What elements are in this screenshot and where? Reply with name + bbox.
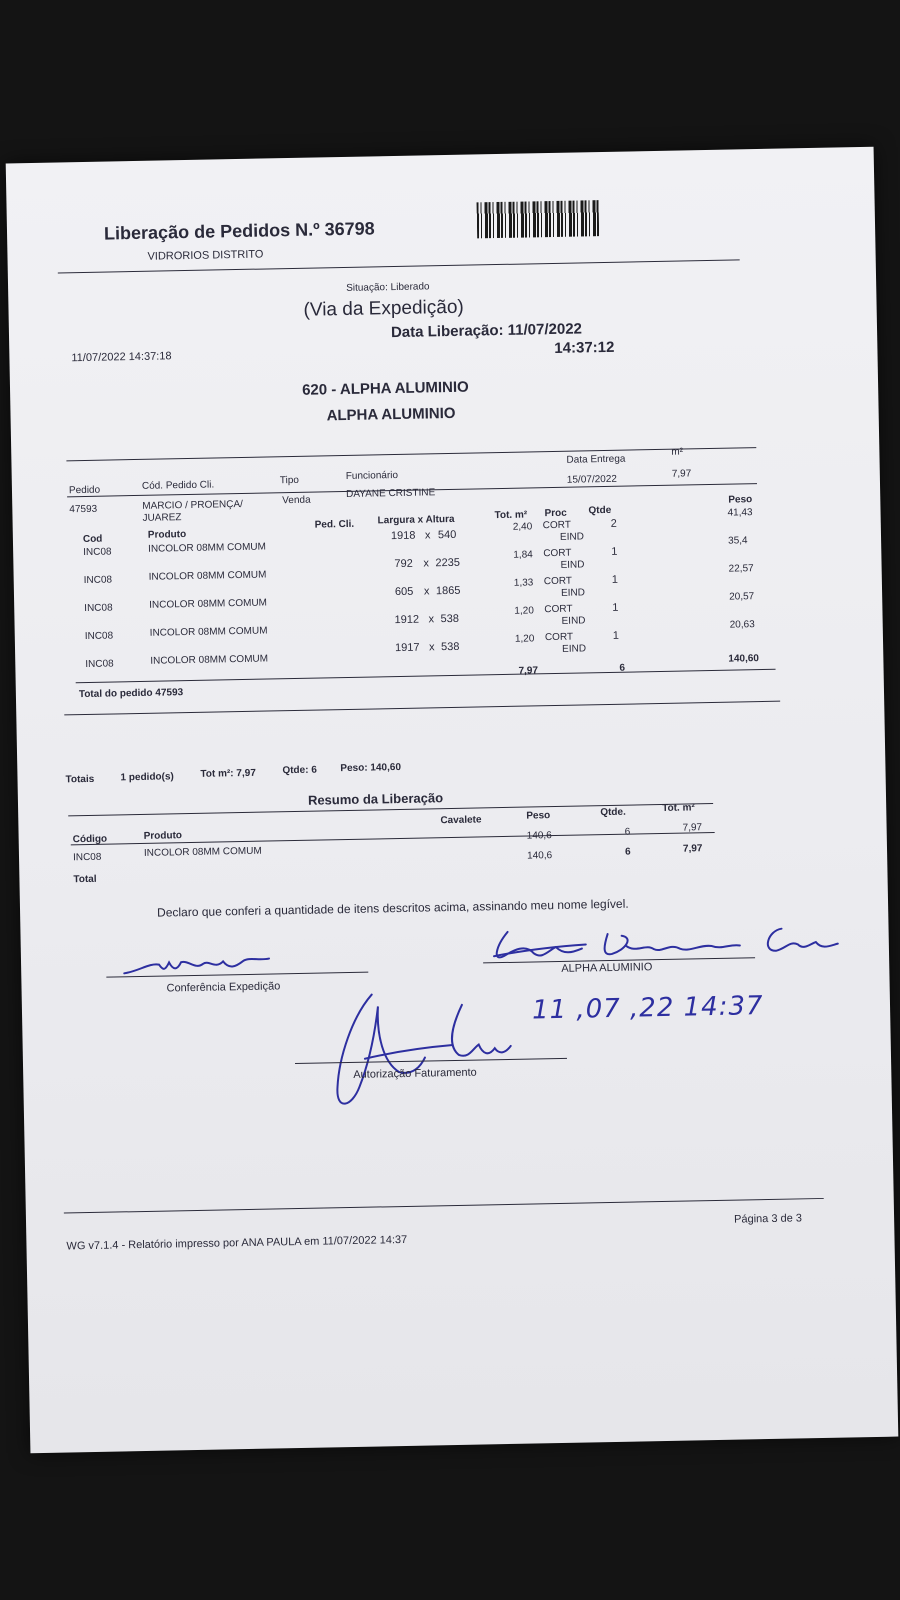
client-name: ALPHA ALUMINIO [326, 404, 456, 425]
table-row-qtde: 1 [612, 629, 620, 642]
table-row-produto: INCOLOR 08MM COMUM [149, 597, 268, 611]
table-row-peso: 20,57 [729, 591, 755, 603]
order-total-label: Total do pedido 47593 [78, 687, 184, 701]
value-cod-pedido-2: JUAREZ [142, 512, 182, 524]
table-row-tot-m2: 2,40 [512, 521, 533, 533]
summary-row-codigo: INC08 [72, 851, 102, 864]
col-cod: Cod [82, 533, 103, 546]
table-row-cod: INC08 [85, 658, 114, 671]
col-qtde: Qtde [588, 504, 612, 517]
table-row-largura: 605 [394, 585, 414, 599]
table-row-x: x [428, 641, 435, 654]
signature-conferencia [119, 946, 280, 979]
summary-col-qtde: Qtde. [600, 806, 626, 819]
release-date: Data Liberação: 11/07/2022 [390, 320, 583, 342]
table-row-proc1: CORT [542, 519, 572, 532]
client-label: ALPHA ALUMINIO [561, 961, 653, 975]
table-row-proc2: EIND [559, 531, 584, 543]
table-row-proc1: CORT [543, 575, 573, 588]
summary-row-peso: 140,6 [526, 830, 552, 842]
table-row-tot-m2: 1,20 [514, 633, 535, 645]
declaration-text: Declaro que conferi a quantidade de itens descritos acima, assinando meu nome legível. [156, 896, 629, 920]
label-data-entrega: Data Entrega [566, 453, 626, 466]
summary-col-codigo: Código [72, 833, 108, 846]
table-row-tot-m2: 1,84 [513, 549, 533, 561]
order-total-m2: 7,97 [518, 665, 539, 677]
table-row-peso: 22,57 [728, 563, 754, 575]
summary-title: Resumo da Liberação [307, 790, 444, 808]
table-row-proc1: CORT [544, 603, 573, 616]
col-tot-m2: Tot. m² [494, 509, 528, 522]
table-row-proc2: EIND [561, 615, 586, 627]
table-row-peso: 35,4 [727, 535, 748, 547]
table-row-proc2: EIND [560, 559, 585, 571]
table-row-proc2: EIND [560, 587, 586, 599]
summary-row-qtde: 6 [624, 826, 631, 838]
company-name: VIDRORIOS DISTRITO [147, 248, 264, 263]
col-ped-cli: Ped. Cli. [314, 518, 355, 531]
summary-total-label: Total [73, 873, 97, 886]
table-row-altura: 1865 [435, 584, 461, 598]
order-top-rule [66, 447, 756, 461]
table-row-largura: 1912 [394, 613, 420, 627]
conferencia-label: Conferência Expedição [166, 980, 281, 995]
label-m2: m² [671, 446, 684, 458]
summary-col-tot-m2: Tot. m² [662, 802, 695, 814]
barcode-icon [477, 200, 600, 238]
label-funcionario: Funcionário [345, 469, 399, 482]
table-row-produto: INCOLOR 08MM COMUM [150, 653, 269, 667]
table-row-produto: INCOLOR 08MM COMUM [148, 569, 267, 583]
via-title: (Via da Expedição) [303, 296, 464, 321]
table-row-qtde: 1 [611, 573, 619, 586]
value-funcionario: DAYANE CRISTINE [346, 487, 436, 500]
table-row-x: x [423, 585, 430, 598]
table-row-largura: 1918 [390, 529, 416, 543]
table-row-cod: INC08 [83, 546, 112, 559]
value-pedido: 47593 [69, 503, 98, 516]
summary-col-produto: Produto [143, 830, 183, 842]
handwritten-date: 11 ,07 ,22 14:37 [531, 991, 764, 1026]
table-row-cod: INC08 [84, 602, 113, 615]
table-row-cod: INC08 [84, 630, 114, 643]
signature-autorizacao [312, 984, 534, 1118]
release-time: 14:37:12 [554, 338, 615, 357]
autorizacao-label: Autorização Faturamento [353, 1066, 477, 1081]
table-row-proc2: EIND [562, 643, 587, 655]
value-cod-pedido-1: MARCIO / PROENÇA/ [142, 498, 243, 512]
value-data-entrega: 15/07/2022 [566, 473, 618, 486]
footer-rule [64, 1198, 824, 1214]
situation-text: Situação: Liberado [346, 281, 430, 294]
table-row-proc1: CORT [543, 547, 572, 560]
signature-client [485, 919, 846, 968]
table-row-altura: 538 [440, 640, 460, 654]
table-row-altura: 540 [437, 528, 457, 542]
totals-label: Totais [65, 773, 95, 786]
document-title: Liberação de Pedidos N.º 36798 [103, 218, 375, 244]
value-tipo: Venda [282, 494, 311, 507]
totals-peso: Peso: 140,60 [340, 761, 402, 775]
totals-pedidos: 1 pedido(s) [120, 771, 174, 784]
table-row-produto: INCOLOR 08MM COMUM [148, 541, 267, 555]
table-row-x: x [428, 613, 435, 626]
summary-total-peso: 140,6 [526, 850, 553, 862]
table-row-x: x [424, 529, 431, 542]
table-row-produto: INCOLOR 08MM COMUM [149, 625, 268, 639]
summary-row-produto: INCOLOR 08MM COMUM [143, 845, 262, 859]
table-row-peso: 20,63 [729, 619, 755, 631]
table-row-largura: 792 [394, 557, 413, 571]
summary-row-tot-m2: 7,97 [682, 822, 703, 834]
items-bottom-rule [64, 701, 780, 716]
totals-m2: Tot m²: 7,97 [200, 767, 256, 780]
summary-col-cavalete: Cavalete [440, 814, 482, 827]
order-total-peso: 140,60 [728, 653, 760, 665]
table-row-qtde: 1 [612, 601, 619, 614]
summary-total-tot-m2: 7,97 [682, 843, 703, 855]
label-cod-pedido: Cód. Pedido Cli. [141, 479, 215, 492]
value-m2: 7,97 [671, 468, 692, 480]
summary-col-peso: Peso [526, 810, 551, 822]
label-tipo: Tipo [279, 474, 300, 487]
client-code-name: 620 - ALPHA ALUMINIO [301, 378, 469, 399]
label-pedido: Pedido [68, 484, 101, 497]
table-row-tot-m2: 1,33 [513, 577, 534, 589]
table-row-x: x [423, 557, 430, 570]
col-proc: Proc [544, 507, 567, 520]
table-row-qtde: 2 [610, 517, 617, 530]
printed-timestamp: 11/07/2022 14:37:18 [71, 350, 172, 365]
col-produto: Produto [147, 529, 187, 541]
table-row-altura: 2235 [435, 556, 461, 570]
page-number: Página 3 de 3 [733, 1212, 803, 1226]
order-total-qtde: 6 [619, 662, 626, 674]
totals-qtde: Qtde: 6 [282, 764, 317, 777]
table-row-proc1: CORT [544, 631, 574, 644]
table-row-cod: INC08 [83, 574, 113, 587]
table-row-altura: 538 [440, 612, 459, 626]
table-row-tot-m2: 1,20 [514, 605, 534, 617]
col-dims: Largura x Altura [377, 513, 455, 527]
table-row-largura: 1917 [394, 641, 420, 655]
col-peso: Peso [728, 494, 753, 506]
table-row-qtde: 1 [611, 545, 618, 558]
document-page [6, 147, 899, 1453]
footer-left: WG v7.1.4 - Relatório impresso por ANA PAULA em 11/07/2022 14:37 [66, 1233, 408, 1253]
summary-total-qtde: 6 [624, 846, 631, 858]
table-row-peso: 41,43 [727, 507, 753, 519]
items-total-rule [76, 669, 776, 683]
